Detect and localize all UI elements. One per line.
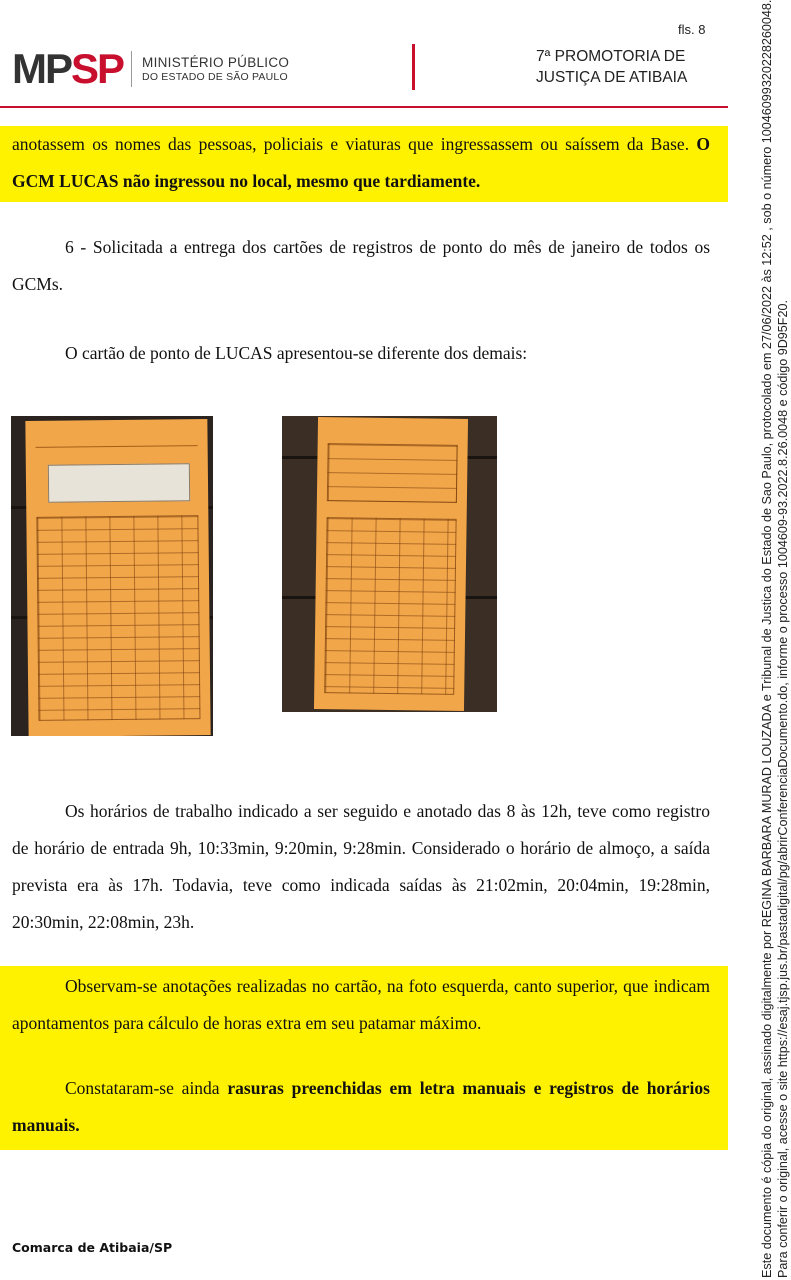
time-card-right	[314, 417, 468, 711]
paragraph-6-text: Constataram-se ainda	[65, 1078, 228, 1098]
paragraph-3-text: O cartão de ponto de LUCAS apresentou-se diferente dos demais:	[65, 343, 528, 363]
paragraph-4-text: Os horários de trabalho indicado a ser seguido e anotado das 8 às 12h, teve como registro de horário de entrada 9h, 10:33min, 9:20min, 9:28min. Considerado o horário de almoço, a saída prevista era às 17h. Todavia, teve como indicada saídas às 21:02min, 20:04min, 19:28min, 20:30min, 22:08min, 23h.	[12, 801, 710, 932]
logo-line2: DO ESTADO DE SÃO PAULO	[142, 70, 288, 83]
signature-note-line2: Para conferir o original, acesse o site https://esaj.tjsp.jus.br/pastadigital/pg/abrirConferenciaDocumento.do, informe o processo 1004609-93.2022.8.26.0048 e código 9D95F20.	[776, 299, 790, 1278]
paragraph-6-bold: rasuras preenchidas em letra manuais e registros de horários manuais.	[12, 1078, 710, 1135]
mpsp-logo	[12, 45, 290, 92]
logo-mp: MP	[12, 45, 71, 92]
header-rule	[0, 106, 728, 108]
logo-mark	[12, 45, 124, 92]
paragraph-2	[12, 229, 710, 303]
page-reference: fls. 8	[678, 22, 706, 37]
time-card-left	[25, 419, 210, 736]
logo-line1: MINISTÉRIO PÚBLICO	[142, 55, 290, 71]
paragraph-6	[12, 1070, 710, 1144]
paragraph-5	[12, 968, 710, 1042]
header-divider	[412, 44, 415, 90]
logo-sp: SP	[71, 45, 124, 92]
paragraph-1-bold: O GCM LUCAS não ingressou no local, mesmo que tardiamente.	[12, 134, 710, 191]
paragraph-2-text: 6 - Solicitada a entrega dos cartões de registros de ponto do mês de janeiro de todos os GCMs.	[12, 237, 710, 294]
time-card-photo-left	[11, 416, 213, 736]
paragraph-5-text: Observam-se anotações realizadas no cartão, na foto esquerda, canto superior, que indicam apontamentos para cálculo de horas extra em seu patamar máximo.	[12, 976, 710, 1033]
promotoria-line2: JUSTIÇA DE ATIBAIA	[536, 68, 688, 86]
signature-note-line1: Este documento é cópia do original, assinado digitalmente por REGINA BARBARA MURAD LOUZADA e Tribunal de Justica do Estado de Sao Paulo, protocolado em 27/06/2022 às 12:52 , sob o número 10046099320228260048.	[760, 0, 774, 1278]
paragraph-1-text: anotassem os nomes das pessoas, policiais e viaturas que ingressassem ou saíssem da Base.	[12, 134, 697, 154]
promotoria-title	[536, 47, 687, 89]
time-card-photo-right	[282, 416, 497, 712]
promotoria-line1: 7ª PROMOTORIA DE	[536, 48, 686, 65]
footer-comarca: Comarca de Atibaia/SP	[12, 1240, 173, 1255]
digital-signature-note	[759, 0, 791, 1278]
paragraph-4	[12, 793, 710, 941]
paragraph-3	[12, 335, 710, 372]
logo-separator	[131, 51, 132, 87]
logo-text	[142, 55, 289, 83]
paragraph-1	[12, 126, 710, 200]
